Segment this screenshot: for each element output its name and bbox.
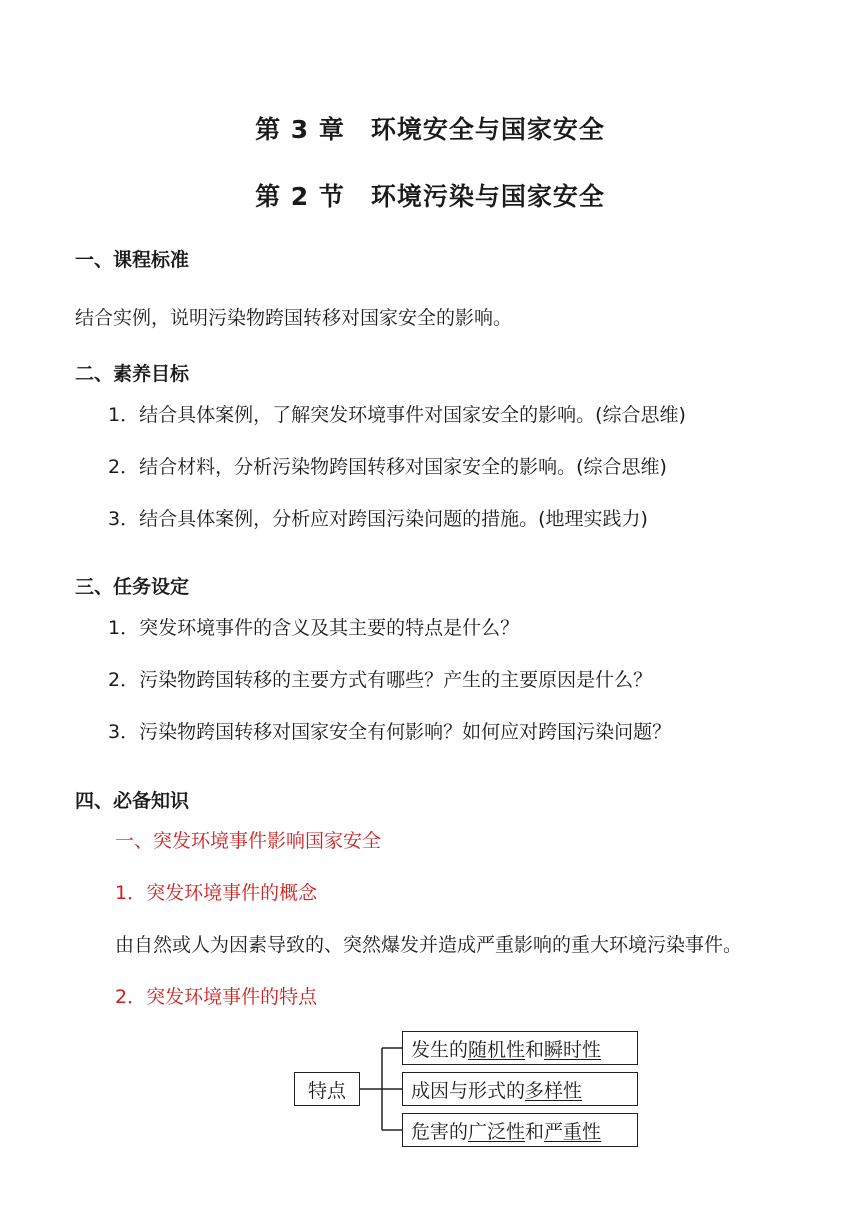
heading-required-knowledge: 四、必备知识 bbox=[75, 790, 190, 812]
branch-2-text: 成因与形式的 bbox=[411, 1079, 526, 1102]
branch-1-connector: 和 bbox=[525, 1038, 545, 1061]
task-item-3: 3．污染物跨国转移对国家安全有何影响？如何应对跨国污染问题？ bbox=[108, 721, 672, 743]
chapter-name: 环境安全与国家安全 bbox=[370, 115, 605, 144]
goal-item-2: 2．结合材料，分析污染物跨国转移对国家安全的影响。(综合思维) bbox=[108, 456, 667, 478]
goal-item-1: 1．结合具体案例，了解突发环境事件对国家安全的影响。(综合思维) bbox=[108, 404, 686, 426]
heading-literacy-goals: 二、素养目标 bbox=[75, 363, 190, 385]
features-diagram bbox=[294, 1028, 640, 1148]
branch-3-connector: 和 bbox=[525, 1120, 545, 1143]
knowledge-point-1-text: 由自然或人为因素导致的、突然爆发并造成严重影响的重大环境污染事件。 bbox=[115, 934, 743, 956]
goal-item-3: 3．结合具体案例，分析应对跨国污染问题的措施。(地理实践力) bbox=[108, 508, 648, 530]
section-name: 环境污染与国家安全 bbox=[370, 182, 605, 211]
diagram-branch-2 bbox=[402, 1072, 638, 1106]
section-number: 第 2 节 bbox=[255, 182, 345, 211]
course-standard-text: 结合实例，说明污染物跨国转移对国家安全的影响。 bbox=[75, 307, 513, 329]
branch-3-keyword-2: 严重性 bbox=[544, 1120, 602, 1143]
knowledge-point-2: 2．突发环境事件的特点 bbox=[115, 986, 318, 1008]
branch-2-keyword: 多样性 bbox=[525, 1079, 583, 1102]
heading-task-setting: 三、任务设定 bbox=[75, 576, 190, 598]
knowledge-point-1: 1．突发环境事件的概念 bbox=[115, 882, 318, 904]
heading-course-standard: 一、课程标准 bbox=[75, 249, 190, 271]
knowledge-subheading: 一、突发环境事件影响国家安全 bbox=[115, 830, 382, 852]
task-item-1: 1．突发环境事件的含义及其主要的特点是什么？ bbox=[108, 617, 520, 639]
branch-1-keyword-1: 随机性 bbox=[468, 1038, 526, 1061]
diagram-root-box bbox=[294, 1072, 360, 1106]
diagram-branch-3 bbox=[402, 1113, 638, 1147]
chapter-number: 第 3 章 bbox=[255, 115, 345, 144]
branch-3-keyword-1: 广泛性 bbox=[468, 1120, 526, 1143]
branch-1-keyword-2: 瞬时性 bbox=[544, 1038, 602, 1061]
diagram-root-label: 特点 bbox=[307, 1079, 346, 1102]
section-title bbox=[0, 177, 860, 213]
task-item-2: 2．污染物跨国转移的主要方式有哪些？产生的主要原因是什么？ bbox=[108, 669, 653, 691]
diagram-branch-1 bbox=[402, 1031, 638, 1065]
branch-3-text: 危害的 bbox=[411, 1120, 469, 1143]
chapter-title bbox=[0, 110, 860, 146]
branch-1-text: 发生的 bbox=[411, 1038, 469, 1061]
